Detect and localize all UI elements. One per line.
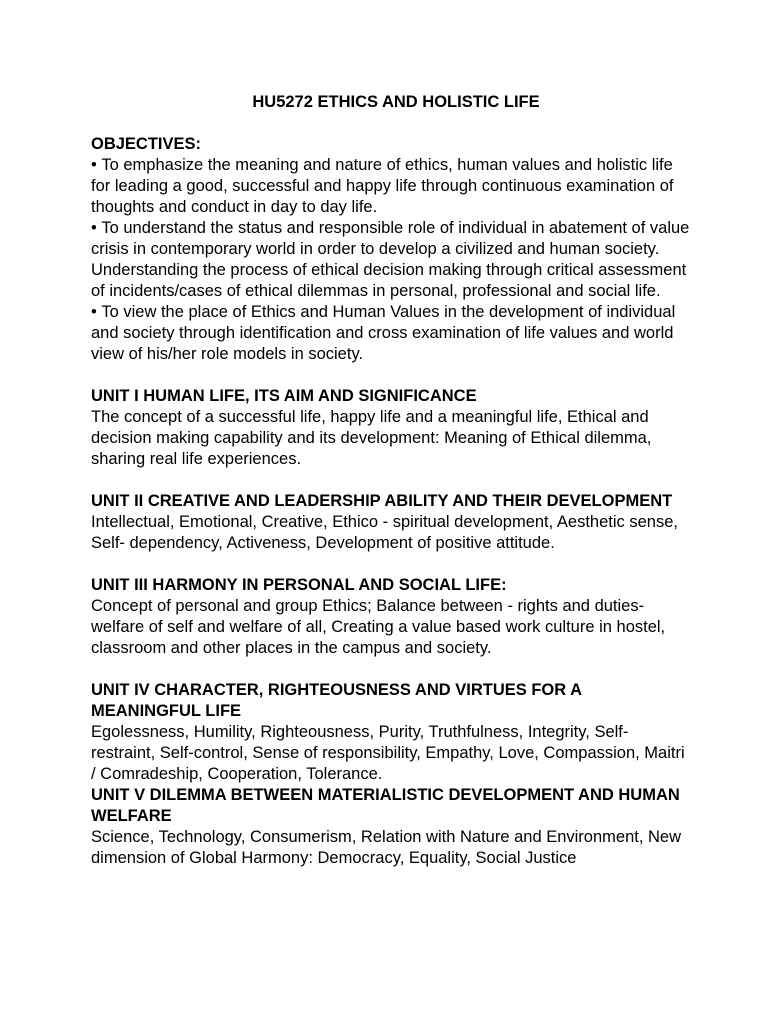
unit-body: Science, Technology, Consumerism, Relation with Nature and Environment, New dimension of Global Harmony: Democracy, Equality, Social Justice (91, 828, 682, 867)
unit-body: Egolessness, Humility, Righteousness, Purity, Truthfulness, Integrity, Self-restraint, Self-control, Sense of responsibility, Empathy, Love, Compassion, Maitri / Comradeship, Cooperation, Tolerance. (91, 723, 685, 783)
objectives-heading: OBJECTIVES: (91, 135, 202, 153)
document-content (91, 92, 691, 869)
unit-section (91, 386, 691, 470)
unit-section (91, 680, 691, 785)
unit-body: Concept of personal and group Ethics; Balance between - rights and duties-welfare of self and welfare of all, Creating a value based work culture in hostel, classroom and other places in the campus and society. (91, 597, 666, 657)
unit-heading: UNIT II CREATIVE AND LEADERSHIP ABILITY AND THEIR DEVELOPMENT (91, 492, 673, 510)
unit-heading: UNIT V DILEMMA BETWEEN MATERIALISTIC DEVELOPMENT AND HUMAN WELFARE (91, 786, 680, 825)
unit-section (91, 785, 691, 869)
unit-section (91, 491, 691, 554)
unit-heading: UNIT III HARMONY IN PERSONAL AND SOCIAL LIFE: (91, 576, 507, 594)
unit-body: The concept of a successful life, happy life and a meaningful life, Ethical and decision making capability and its development: Meaning of Ethical dilemma, sharing real life experiences. (91, 408, 652, 468)
objective-item: • To emphasize the meaning and nature of ethics, human values and holistic life for leading a good, successful and happy life through continuous examination of thoughts and conduct in day to day life. (91, 155, 691, 218)
unit-heading: UNIT IV CHARACTER, RIGHTEOUSNESS AND VIRTUES FOR A MEANINGFUL LIFE (91, 681, 582, 720)
objective-item: • To view the place of Ethics and Human Values in the development of individual and society through identification and cross examination of life values and world view of his/her role models in society. (91, 302, 691, 365)
unit-section (91, 575, 691, 659)
unit-body: Intellectual, Emotional, Creative, Ethico - spiritual development, Aesthetic sense, Self- dependency, Activeness, Development of positive attitude. (91, 513, 678, 552)
document-title: HU5272 ETHICS AND HOLISTIC LIFE (252, 93, 540, 111)
unit-heading: UNIT I HUMAN LIFE, ITS AIM AND SIGNIFICANCE (91, 387, 477, 405)
objectives-section (91, 134, 691, 365)
objective-item: • To understand the status and responsible role of individual in abatement of value crisis in contemporary world in order to develop a civilized and human society. Understanding the process of ethical decision making through critical assessment of incidents/cases of ethical dilemmas in personal, professional and social life. (91, 218, 691, 302)
